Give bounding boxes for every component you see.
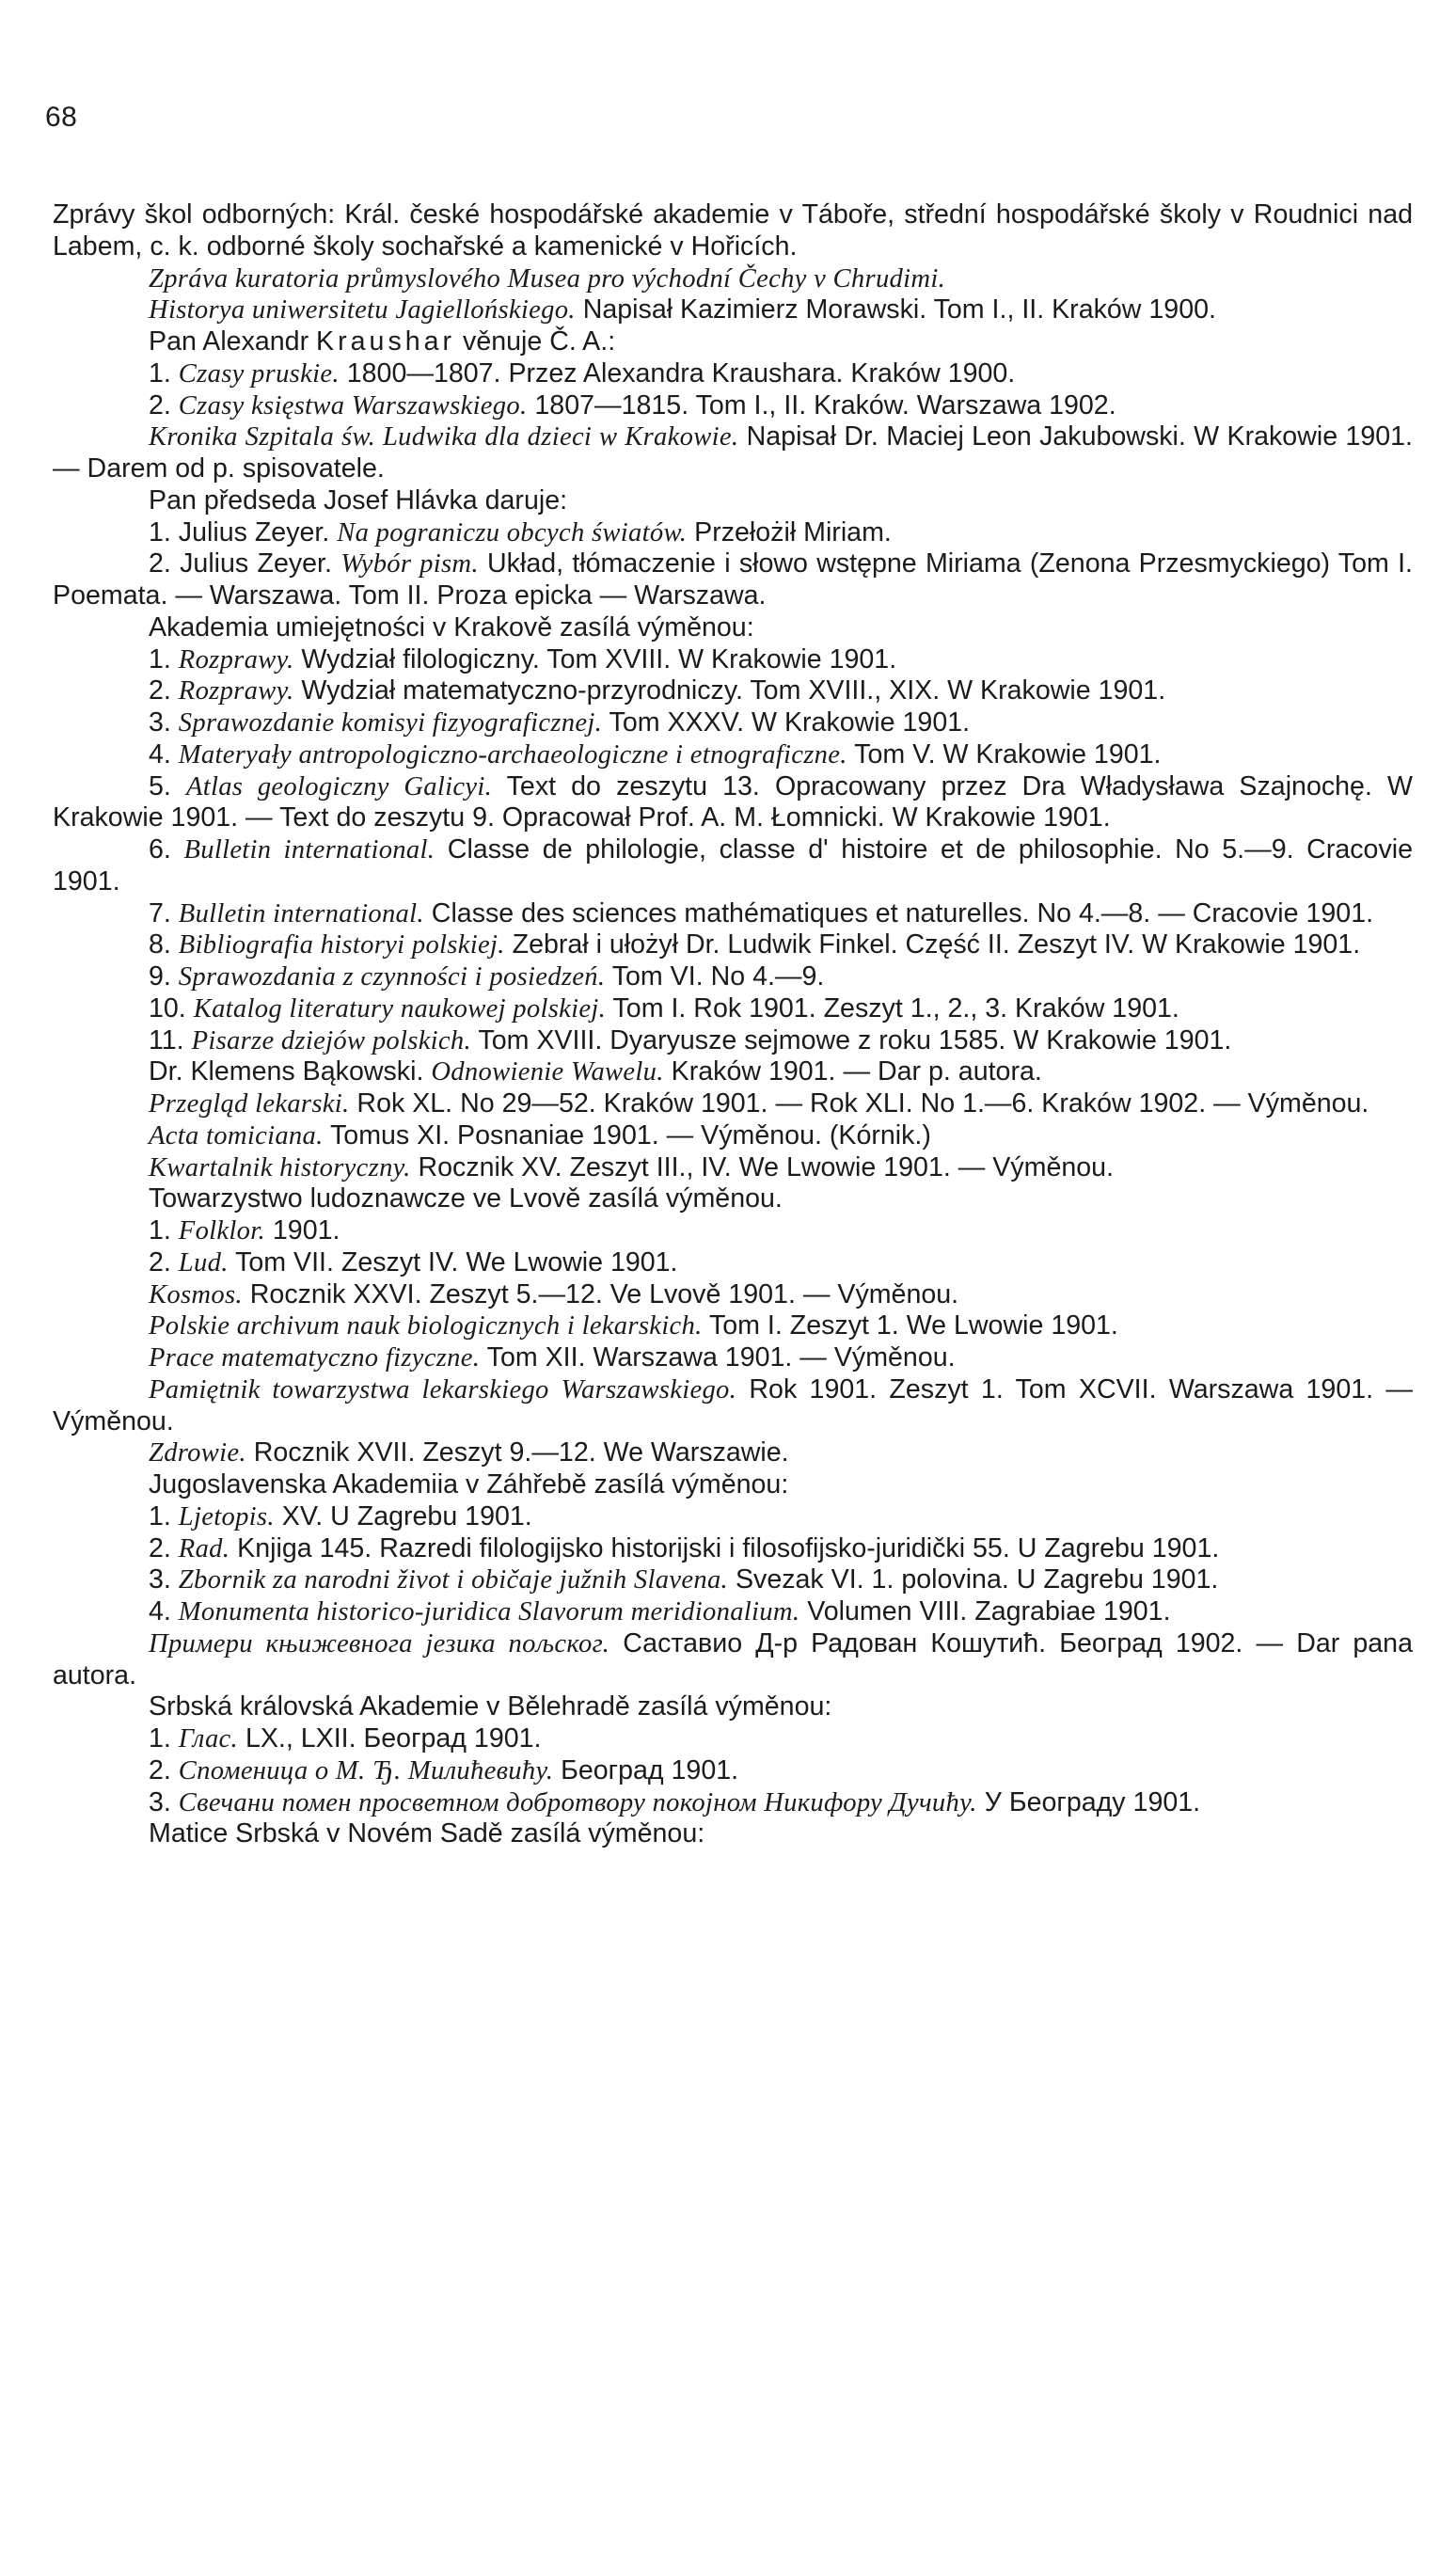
text-run: XV. U Zagrebu 1901. xyxy=(274,1500,532,1531)
paragraph xyxy=(53,1501,1413,1533)
text-run: 1. xyxy=(149,1723,179,1754)
text-run: 3. xyxy=(149,1564,179,1595)
paragraph xyxy=(53,421,1413,485)
paragraph xyxy=(53,675,1413,707)
paragraph xyxy=(53,548,1413,612)
italic-title: Kosmos. xyxy=(149,1279,243,1309)
text-run: Pan Alexandr xyxy=(149,326,317,357)
text-run: Przełożił Miriam. xyxy=(687,516,892,548)
text-run: Rocznik XXVI. Zeszyt 5.—12. Ve Lvově 1901. — Výměnou. xyxy=(242,1278,959,1309)
italic-title: Свечани помен просветном добротвору покојном Никифору Дучићу. xyxy=(178,1787,977,1817)
paragraph xyxy=(53,1628,1413,1692)
text-run: Tom XVIII. Dyaryusze sejmowe z roku 1585. W Krakowie 1901. xyxy=(470,1024,1232,1055)
text-run: У Београду 1901. xyxy=(976,1786,1201,1817)
italic-title: Kronika Szpitala św. Ludwika dla dzieci w Krakowie. xyxy=(149,422,739,452)
italic-title: Lud. xyxy=(178,1247,229,1278)
text-run: 8. xyxy=(149,929,179,960)
page-number: 68 xyxy=(45,102,78,133)
text-run: Kraków 1901. — Dar p. autora. xyxy=(663,1056,1042,1087)
page-body xyxy=(53,199,1413,1850)
paragraph xyxy=(53,1279,1413,1311)
text-run: Tom I. Rok 1901. Zeszyt 1., 2., 3. Kraków 1901. xyxy=(606,992,1179,1024)
paragraph xyxy=(53,1342,1413,1374)
text-run: Jugoslavenska Akademiia v Záhřebě zasílá výměnou: xyxy=(149,1469,789,1500)
text-run: Classe des sciences mathématiques et naturelles. No 4.—8. — Cracovie 1901. xyxy=(423,897,1374,928)
text-run: Układ, tłómaczenie i słowo wstępne Miriama (Zenona Przesmyckiego) Tom I. Poemata. — Warszawa. Tom II. Proza epicka — Warszawa. xyxy=(53,548,1413,611)
text-run: 1. xyxy=(149,1215,179,1246)
text-run: 10. xyxy=(149,992,194,1024)
paragraph xyxy=(53,358,1413,390)
paragraph xyxy=(53,771,1413,835)
italic-title: Kwartalnik historyczny. xyxy=(149,1152,411,1182)
italic-title: Rozprawy. xyxy=(178,676,294,706)
paragraph xyxy=(53,1755,1413,1787)
italic-title: Rozprawy. xyxy=(178,644,294,674)
italic-title: Historya uniwersitetu Jagiellońskiego. xyxy=(149,295,576,325)
text-run: 1. Julius Zeyer. xyxy=(149,516,338,548)
text-run: 3. xyxy=(149,1786,179,1817)
text-run: Rocznik XVII. Zeszyt 9.—12. We Warszawie. xyxy=(245,1437,789,1468)
paragraph xyxy=(53,898,1413,930)
text-run: Dr. Klemens Bąkowski. xyxy=(149,1056,432,1087)
italic-title: Wybór pism. xyxy=(340,549,479,579)
italic-title: Pamiętnik towarzystwa lekarskiego Warszawskiego. xyxy=(149,1374,737,1404)
paragraph xyxy=(53,929,1413,961)
paragraph xyxy=(53,1564,1413,1596)
text-run: 2. xyxy=(149,1246,179,1278)
text-run: Саставио Д-р Радован Кошутић. Београд 1902. — Dar pana autora. xyxy=(53,1627,1413,1690)
paragraph xyxy=(53,1025,1413,1057)
italic-title: Zbornik za narodni život i običaje južnih Slavena. xyxy=(178,1565,728,1595)
text-run: Knjiga 145. Razredi filologijsko historijski i filosofijsko-juridički 55. U Zagrebu 1901. xyxy=(229,1532,1220,1563)
text-run: Napisał Kazimierz Morawski. Tom I., II. Kraków 1900. xyxy=(575,294,1216,325)
paragraph xyxy=(53,485,1413,517)
text-run: 1807—1815. Tom I., II. Kraków. Warszawa 1902. xyxy=(527,389,1116,421)
text-run: Tom V. W Krakowie 1901. xyxy=(847,738,1162,770)
text-run: 1901. xyxy=(264,1215,340,1246)
italic-title: Zpráva kuratoria průmyslového Musea pro východní Čechy v Chrudimi. xyxy=(149,263,946,294)
text-run: Wydział filologiczny. Tom XVIII. W Krakowie 1901. xyxy=(293,643,897,674)
paragraph xyxy=(53,1691,1413,1723)
text-run: Akademia umiejętności v Krakově zasílá výměnou: xyxy=(149,611,754,643)
italic-title: Pisarze dziejów polskich. xyxy=(191,1025,471,1055)
italic-title: Polskie archivum nauk biologicznych i lekarskich. xyxy=(149,1311,703,1341)
paragraph xyxy=(53,1120,1413,1152)
italic-title: Czasy pruskie. xyxy=(178,358,340,389)
text-run: Volumen VIII. Zagrabiae 1901. xyxy=(799,1596,1171,1627)
paragraph xyxy=(53,993,1413,1025)
text-run: Tom XXXV. W Krakowie 1901. xyxy=(602,707,971,738)
text-run: Text do zeszytu 13. Opracowany przez Dra Władysława Szajnochę. W Krakowie 1901. — Text do zeszytu 9. Opracował Prof. A. M. Łomnicki. W Krakowie 1901. xyxy=(53,770,1413,833)
paragraph xyxy=(53,1374,1413,1438)
paragraph xyxy=(53,263,1413,295)
italic-title: Sprawozdanie komisyi fizyograficznej. xyxy=(178,708,603,738)
text-run: Tom VII. Zeszyt IV. We Lwowie 1901. xyxy=(228,1246,678,1278)
paragraph xyxy=(53,1787,1413,1819)
paragraph xyxy=(53,1437,1413,1469)
paragraph xyxy=(53,199,1413,263)
text-run: Towarzystwo ludoznawcze ve Lvově zasílá výměnou. xyxy=(149,1183,783,1214)
text-run: Kraushar xyxy=(316,326,456,357)
italic-title: Folklor. xyxy=(178,1216,265,1246)
text-run: Wydział matematyczno-przyrodniczy. Tom XVIII., XIX. W Krakowie 1901. xyxy=(293,675,1166,706)
paragraph xyxy=(53,834,1413,898)
paragraph xyxy=(53,707,1413,739)
italic-title: Ljetopis. xyxy=(178,1501,275,1531)
paragraph xyxy=(53,326,1413,358)
paragraph xyxy=(53,1818,1413,1850)
text-run: 2. xyxy=(149,675,179,706)
text-run: věnuje Č. A.: xyxy=(455,326,616,357)
text-run: 2. xyxy=(149,1532,179,1563)
text-run: 1800—1807. Przez Alexandra Kraushara. Kraków 1900. xyxy=(339,357,1016,389)
paragraph xyxy=(53,1183,1413,1215)
text-run: 2. xyxy=(149,1754,179,1785)
text-run: 1. xyxy=(149,643,179,674)
text-run: 4. xyxy=(149,1596,179,1627)
paragraph xyxy=(53,961,1413,993)
italic-title: Acta tomiciana. xyxy=(149,1120,324,1151)
text-run: Svezak VI. 1. polovina. U Zagrebu 1901. xyxy=(728,1564,1219,1595)
text-run: Tom XII. Warszawa 1901. — Výměnou. xyxy=(480,1342,956,1373)
text-run: 3. xyxy=(149,707,179,738)
paragraph xyxy=(53,1596,1413,1628)
text-run: Rok XL. No 29—52. Kraków 1901. — Rok XLI. No 1.—6. Kraków 1902. — Výměnou. xyxy=(349,1088,1369,1119)
text-run: Tom VI. No 4.—9. xyxy=(605,961,825,992)
italic-title: Monumenta historico-juridica Slavorum meridionalium. xyxy=(178,1597,800,1627)
italic-title: Katalog literatury naukowej polskiej. xyxy=(193,993,607,1024)
text-run: 9. xyxy=(149,961,179,992)
text-run: Tom I. Zeszyt 1. We Lwowie 1901. xyxy=(702,1310,1118,1341)
italic-title: Czasy księstwa Warszawskiego. xyxy=(178,390,528,421)
text-run: Pan předseda Josef Hlávka daruje: xyxy=(149,484,568,516)
italic-title: Przegląd lekarski. xyxy=(149,1089,350,1119)
paragraph xyxy=(53,1310,1413,1342)
paragraph xyxy=(53,739,1413,771)
text-run: 7. xyxy=(149,897,179,928)
text-run: 4. xyxy=(149,738,179,770)
italic-title: Atlas geologiczny Galicyi. xyxy=(185,771,493,801)
text-run: Srbská královská Akademie v Bělehradě zasílá výměnou: xyxy=(149,1691,832,1722)
italic-title: Zdrowie. xyxy=(149,1438,246,1468)
paragraph xyxy=(53,644,1413,676)
italic-title: Примери књижевнога језика пољског. xyxy=(149,1628,610,1658)
paragraph xyxy=(53,517,1413,549)
italic-title: Глас. xyxy=(178,1724,238,1754)
paragraph xyxy=(53,612,1413,644)
paragraph xyxy=(53,1723,1413,1755)
text-run: 2. Julius Zeyer. xyxy=(149,548,341,579)
text-run: Classe de philologie, classe d' histoire et de philosophie. No 5.—9. Cracovie 1901. xyxy=(53,834,1414,897)
text-run: 2. xyxy=(149,389,179,421)
italic-title: Materyały antropologiczno-archaeologiczne i etnograficzne. xyxy=(178,739,847,770)
text-run: Zprávy škol odborných: Král. české hospodářské akademie v Táboře, střední hospodářské školy v Roudnici nad Labem, c. k. odborné školy sochařské a kamenické v Hořicích. xyxy=(53,199,1413,262)
text-run: 5. xyxy=(149,770,186,801)
paragraph xyxy=(53,1088,1413,1120)
text-run: Београд 1901. xyxy=(553,1754,739,1785)
italic-title: Bulletin international. xyxy=(183,835,435,865)
text-run: 1. xyxy=(149,1500,179,1531)
paragraph xyxy=(53,1247,1413,1279)
italic-title: Bulletin international. xyxy=(178,898,424,928)
paragraph xyxy=(53,294,1413,326)
paragraph xyxy=(53,1533,1413,1565)
paragraph xyxy=(53,1152,1413,1184)
text-run: 6. xyxy=(149,834,184,865)
text-run: Napisał Dr. Maciej Leon Jakubowski. W Krakowie 1901. — Darem od p. spisovatele. xyxy=(53,421,1413,484)
italic-title: Bibliografia historyi polskiej. xyxy=(178,930,505,960)
italic-title: Споменица о М. Ђ. Милићевићу. xyxy=(178,1755,554,1785)
paragraph xyxy=(53,390,1413,422)
text-run: Zebrał i ułożył Dr. Ludwik Finkel. Część II. Zeszyt IV. W Krakowie 1901. xyxy=(504,929,1361,960)
italic-title: Na pograniczu obcych światów. xyxy=(337,517,688,548)
italic-title: Rad. xyxy=(178,1533,230,1563)
text-run: 11. xyxy=(149,1024,192,1055)
paragraph xyxy=(53,1215,1413,1247)
text-run: Tomus XI. Posnaniae 1901. — Výměnou. (Kórnik.) xyxy=(323,1119,931,1151)
text-run: 1. xyxy=(149,357,179,389)
text-run: LX., LXII. Београд 1901. xyxy=(238,1723,542,1754)
text-run: Rocznik XV. Zeszyt III., IV. We Lwowie 1901. — Výměnou. xyxy=(410,1151,1115,1182)
text-run: Rok 1901. Zeszyt 1. Tom XCVII. Warszawa 1901. — Výměnou. xyxy=(53,1373,1413,1436)
paragraph xyxy=(53,1469,1413,1501)
italic-title: Odnowienie Wawelu. xyxy=(431,1057,664,1087)
italic-title: Sprawozdania z czynności i posiedzeń. xyxy=(178,962,606,992)
text-run: Matice Srbská v Novém Sadě zasílá výměnou: xyxy=(149,1818,705,1849)
italic-title: Prace matematyczno fizyczne. xyxy=(149,1343,481,1373)
paragraph xyxy=(53,1056,1413,1088)
